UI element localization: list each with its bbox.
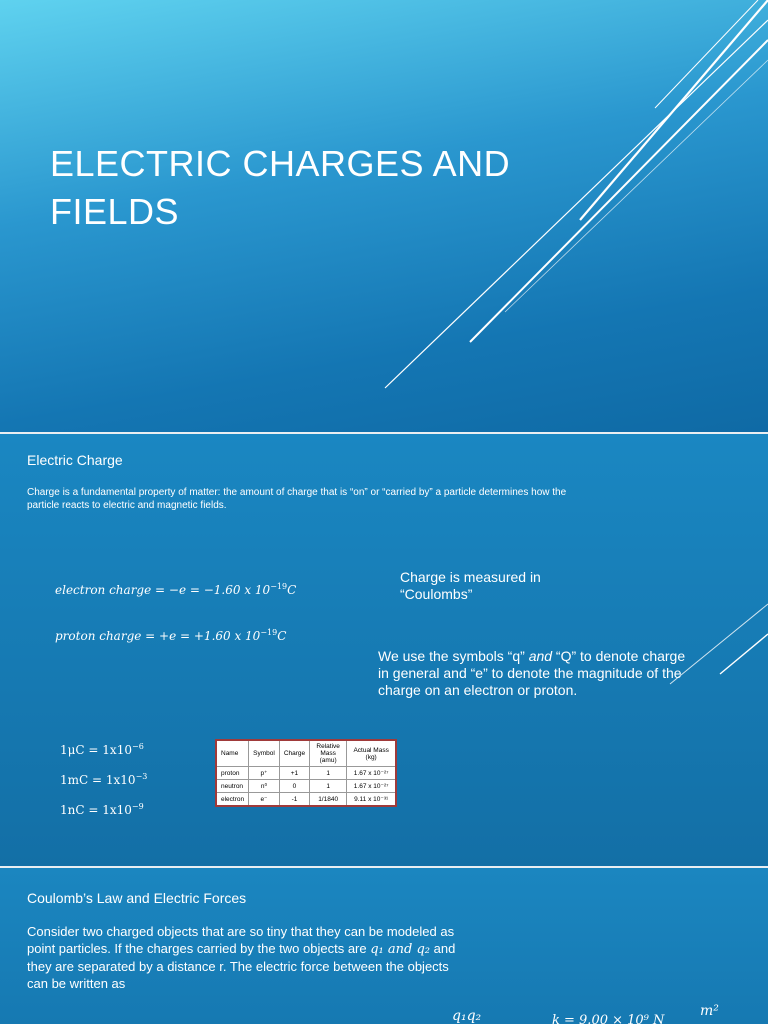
unit-exponent: −9 [131,802,144,811]
title-slide [0,0,768,432]
unit-micro [60,742,144,757]
coulomb-unit-note: Charge is measured in “Coulombs” [400,569,541,602]
table-cell: 1.67 x 10⁻²⁷ [347,767,397,780]
table-cell: electron [216,793,249,807]
deco-line [580,0,768,220]
unit-exponent: −3 [135,772,148,781]
equation-text: electron charge = −e = −1.60 x 10 [55,583,271,597]
equation-unit: C [287,583,297,597]
table-cell: proton [216,767,249,780]
charge-symbols: q₁ and q₂ [370,942,431,957]
table-cell: 0 [279,780,309,793]
unit-text: 1μC = 1x10 [60,743,132,757]
table-row [216,780,396,793]
table-row [216,793,396,807]
table-header-row [216,740,396,767]
deco-line [655,0,758,108]
table-cell: 1 [310,767,347,780]
equation-exponent: −19 [270,582,288,591]
column-header: Relative Mass (amu) [310,740,347,767]
table-cell: 1/1840 [310,793,347,807]
table-cell: neutron [216,780,249,793]
table-cell: 1.67 x 10⁻²⁷ [347,780,397,793]
equation-text: proton charge = +e = +1.60 x 10 [55,629,261,643]
table-cell: 9.11 x 10⁻³¹ [347,793,397,807]
deco-line [720,634,768,674]
unit-milli [60,772,147,787]
symbols-text: “Q” to denote charge in general and “e” to denote the magnitude of the charge on an electron or proton. [378,648,686,698]
slide-title: ELECTRIC CHARGES AND FIELDS [50,143,511,232]
table-cell: +1 [279,767,309,780]
coulomb-paragraph [27,923,457,992]
symbols-text: We use the symbols “q” [378,648,529,664]
symbols-note [378,648,698,699]
column-header: Charge [279,740,309,767]
slide-heading: Coulomb’s Law and Electric Forces [27,890,247,906]
slide-heading: Electric Charge [27,452,123,468]
equation-exponent: −19 [260,628,278,637]
paragraph-text: and they are separated by a distance r. The electric force between the objects can be written as [27,941,456,991]
column-header: Symbol [249,740,280,767]
formula-units: m² [700,1003,719,1019]
equation-unit: C [277,629,287,643]
intro-text: Charge is a fundamental property of matter: the amount of charge that is “on” or “carried by” a particle determines how the particle reacts to electric and magnetic fields. [27,487,567,511]
table-cell: n⁰ [249,780,280,793]
unit-text: 1mC = 1x10 [60,773,136,787]
coulombs-law-slide [0,868,768,1024]
unit-nano [60,802,144,817]
proton-charge-equation [55,628,286,643]
formula-numerator: q₁q₂ [452,1008,482,1024]
table-cell: p⁺ [249,767,280,780]
electron-charge-equation [55,582,296,597]
column-header: Name [216,740,249,767]
table-cell: -1 [279,793,309,807]
formula-constant: k = 9.00 × 10⁹ N [552,1013,665,1024]
table-cell: 1 [310,780,347,793]
electric-charge-slide [0,434,768,866]
unit-exponent: −6 [131,742,144,751]
unit-text: 1nC = 1x10 [60,803,132,817]
column-header: Actual Mass (kg) [347,740,397,767]
paragraph-text: Consider two charged objects that are so tiny that they can be modeled as point particles. If the charges carried by the two objects are [27,924,455,956]
table-row [216,767,396,780]
symbols-and: and [528,648,553,664]
particle-table [215,739,397,807]
table-cell: e⁻ [249,793,280,807]
